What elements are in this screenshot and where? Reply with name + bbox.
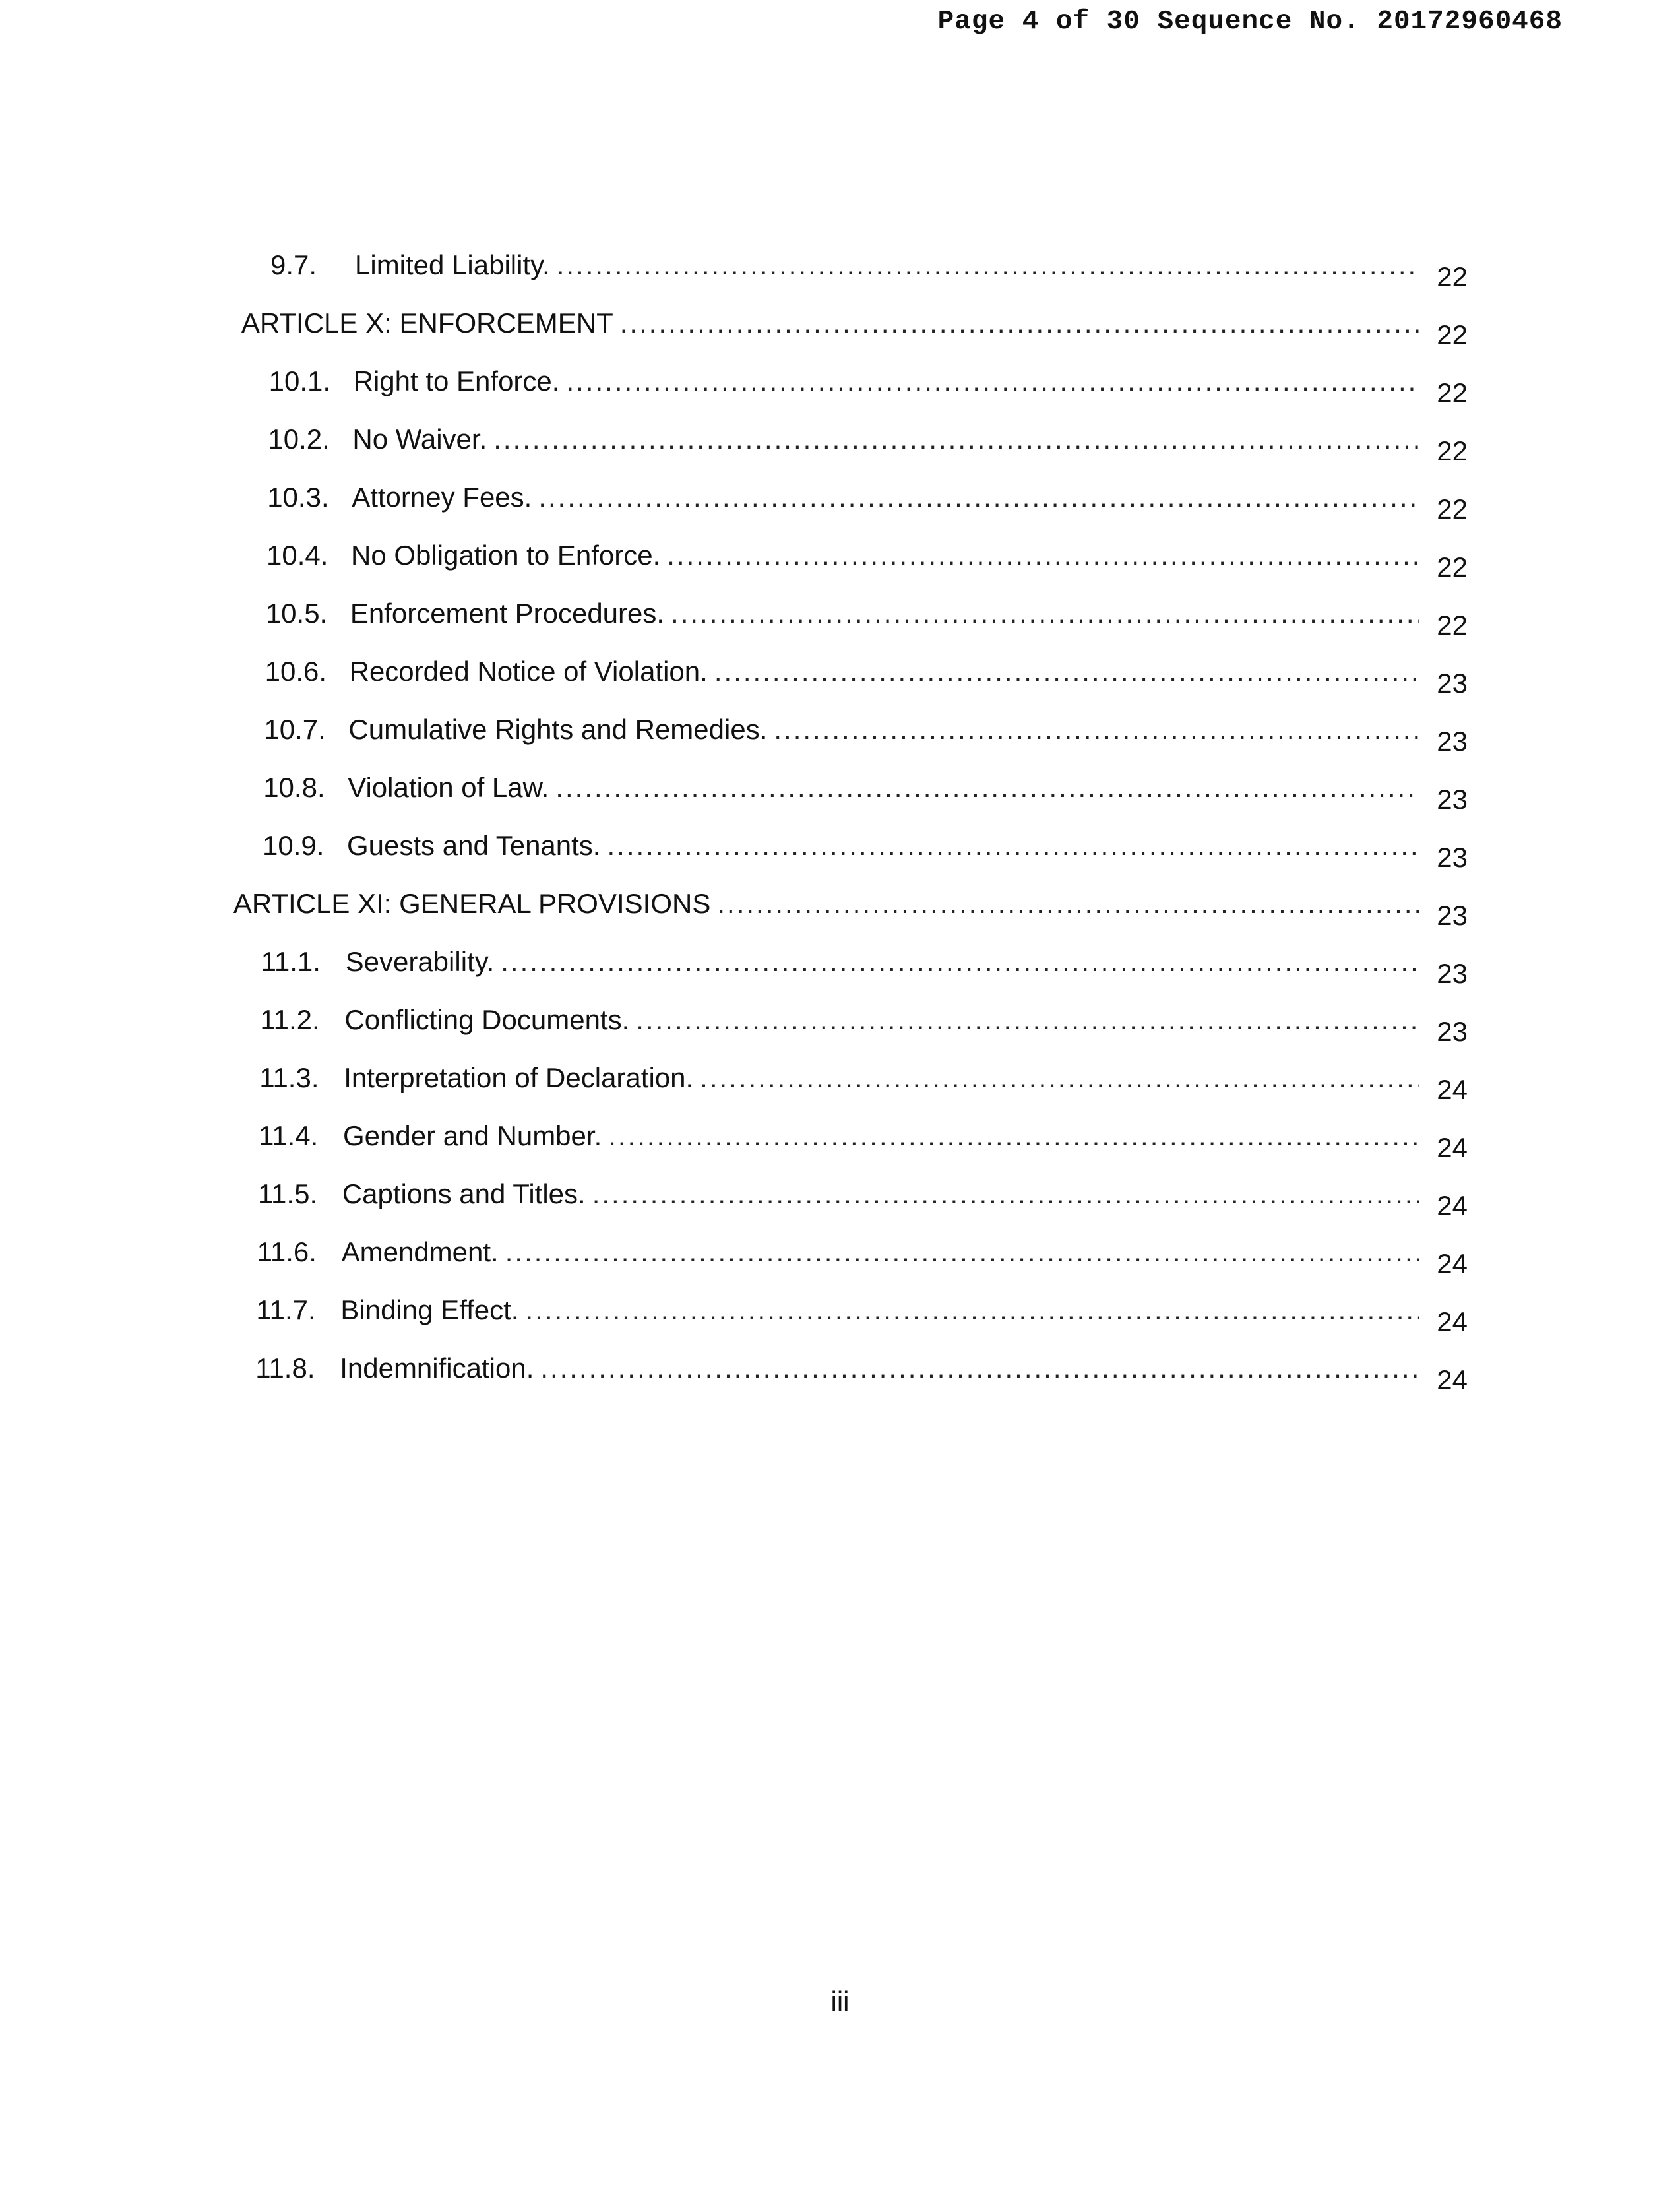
footer-page-number: iii (830, 1986, 850, 2017)
page-number: 24 (1437, 1306, 1468, 1337)
dot-leader (636, 1006, 1419, 1034)
toc-entry (230, 511, 1468, 583)
section-title: Amendment. (341, 1236, 499, 1267)
toc-entry (230, 569, 1468, 641)
toc-entry (224, 976, 1468, 1047)
page-number: 23 (1437, 958, 1468, 989)
page-number: 22 (1437, 493, 1468, 524)
dot-leader (505, 1238, 1419, 1266)
toc-entry (232, 395, 1468, 466)
page-number: 22 (1437, 435, 1468, 466)
dot-leader (671, 600, 1419, 627)
dot-leader (525, 1296, 1419, 1324)
section-number: 10.7. (264, 714, 326, 745)
section-number: 10.5. (265, 598, 328, 629)
section-number: 10.8. (263, 772, 325, 803)
dot-leader (493, 426, 1419, 453)
dot-leader (540, 1354, 1419, 1382)
section-title: Right to Enforce. (353, 365, 560, 396)
dot-leader (667, 542, 1419, 569)
page-number: 22 (1437, 610, 1468, 641)
section-number: 10.4. (266, 540, 328, 571)
section-number: 10.3. (267, 482, 329, 513)
section-title: Binding Effect. (340, 1294, 519, 1325)
section-title: Captions and Titles. (342, 1178, 586, 1209)
section-title: Conflicting Documents. (344, 1004, 630, 1035)
section-number: 10.9. (263, 830, 325, 861)
section-number: 11.7. (256, 1294, 316, 1325)
toc-entry (226, 802, 1468, 873)
dot-leader (555, 774, 1419, 802)
dot-leader (714, 658, 1419, 685)
toc-entry (225, 918, 1468, 989)
dot-leader (774, 716, 1419, 744)
dot-leader (700, 1064, 1419, 1092)
page-header: Page 4 of 30 Sequence No. 20172960468 (937, 7, 1563, 37)
section-title: No Obligation to Enforce. (351, 540, 661, 571)
toc-entry (231, 453, 1468, 524)
section-number: 10.2. (268, 424, 330, 455)
section-number: 9.7. (270, 249, 317, 280)
page-number: 23 (1437, 668, 1468, 699)
page-number: 23 (1437, 842, 1468, 873)
toc-entry (222, 1150, 1468, 1221)
toc-entry (227, 744, 1468, 815)
dot-leader (501, 948, 1419, 976)
section-number: 10.1. (268, 365, 331, 396)
toc-entry (233, 337, 1468, 408)
toc-article-heading (233, 279, 1468, 350)
section-number: 11.3. (259, 1062, 319, 1093)
section-number: 11.6. (257, 1236, 317, 1267)
section-title: Gender and Number. (343, 1120, 602, 1151)
page-number: 24 (1437, 1248, 1468, 1279)
section-title: Attorney Fees. (352, 482, 532, 513)
page-number: 24 (1437, 1190, 1468, 1221)
section-number: 11.2. (260, 1004, 320, 1035)
section-title: No Waiver. (352, 424, 487, 455)
section-title: Severability. (345, 946, 495, 977)
section-title: Recorded Notice of Violation. (349, 656, 708, 687)
section-title: Violation of Law. (348, 772, 549, 803)
page-number: 23 (1437, 726, 1468, 757)
article-title: ARTICLE X: ENFORCEMENT (241, 307, 613, 338)
section-number: 11.4. (259, 1120, 319, 1151)
toc-entry (229, 627, 1468, 699)
toc-entry (223, 1034, 1468, 1105)
page-number: 24 (1437, 1364, 1468, 1395)
section-title: Enforcement Procedures. (350, 598, 665, 629)
toc-entry (219, 1324, 1468, 1395)
dot-leader (607, 832, 1419, 860)
dot-leader (717, 890, 1419, 918)
dot-leader (608, 1122, 1419, 1150)
dot-leader (538, 484, 1419, 511)
dot-leader (592, 1180, 1419, 1208)
section-title: Indemnification. (340, 1352, 534, 1383)
page-number: 23 (1437, 1016, 1468, 1047)
table-of-contents (233, 221, 1468, 1395)
dot-leader (566, 367, 1419, 395)
section-number: 11.5. (257, 1178, 318, 1209)
section-title: Interpretation of Declaration. (344, 1062, 694, 1093)
toc-entry (228, 685, 1468, 757)
section-title: Limited Liability. (355, 249, 550, 280)
page-number: 22 (1437, 319, 1468, 350)
page-number: 22 (1437, 552, 1468, 583)
section-number: 11.8. (255, 1352, 315, 1383)
page-number: 23 (1437, 900, 1468, 931)
page-number: 24 (1437, 1132, 1468, 1163)
toc-entry (222, 1092, 1468, 1163)
section-number: 11.1. (261, 946, 321, 977)
dot-leader (620, 309, 1419, 337)
page-number: 22 (1437, 377, 1468, 408)
page-number: 24 (1437, 1074, 1468, 1105)
toc-entry (221, 1208, 1468, 1279)
page-number: 22 (1437, 261, 1468, 292)
toc-entry (220, 1266, 1468, 1337)
toc-article-heading (226, 860, 1468, 931)
section-title: Cumulative Rights and Remedies. (348, 714, 768, 745)
section-title: Guests and Tenants. (347, 830, 601, 861)
toc-entry (234, 221, 1468, 292)
article-title: ARTICLE XI: GENERAL PROVISIONS (233, 888, 711, 919)
dot-leader (557, 251, 1419, 279)
page-number: 23 (1437, 784, 1468, 815)
section-number: 10.6. (264, 656, 327, 687)
